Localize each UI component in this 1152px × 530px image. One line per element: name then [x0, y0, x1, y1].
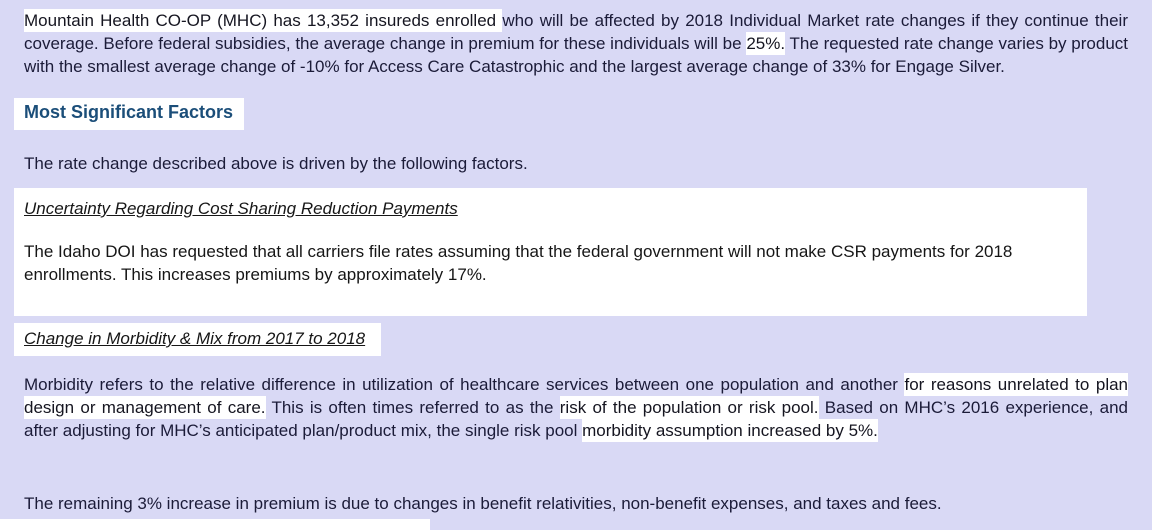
intro-paragraph: [24, 0, 1128, 78]
lead-text: The rate change described above is driven by the following factors.: [24, 154, 528, 173]
morbidity-text-3: Based on MHC’s 2016 experience, and after adjusting for MHC’s anticipated plan/product mix, the single risk pool: [24, 398, 1128, 440]
morbidity-text-1: Morbidity refers to the relative difference in utilization of healthcare services between one population and another: [24, 375, 905, 394]
section-heading-box: [14, 98, 244, 130]
section-heading: Most Significant Factors: [24, 102, 234, 122]
intro-text-2: The requested rate change varies by product with the smallest average change of -10% for Access Care Catastrophic and the largest average change of 33% for Engage Silver.: [24, 34, 1128, 76]
intro-text-1: who will be affected by 2018 Individual Market rate changes if they continue their coverage. Before federal subsidies, the average change in premium for these individuals will be: [24, 11, 1128, 53]
csr-heading: Uncertainty Regarding Cost Sharing Reduction Payments: [24, 199, 458, 218]
csr-section-box: [14, 188, 1087, 316]
morbidity-heading-box: [14, 323, 381, 356]
morbidity-highlight-reasons: for reasons unrelated to plan design or management of care.: [24, 375, 1128, 417]
bottom-white-strip: [0, 519, 430, 530]
morbidity-highlight-assumption: morbidity assumption increased by 5%.: [582, 421, 878, 440]
morbidity-highlight-risk-pool: risk of the population or risk pool.: [559, 398, 819, 417]
closing-text: The remaining 3% increase in premium is due to changes in benefit relativities, non-benefit expenses, and taxes and fees.: [24, 494, 942, 513]
morbidity-text-2: This is often times referred to as the: [265, 398, 560, 417]
csr-body: The Idaho DOI has requested that all carriers file rates assuming that the federal government will not make CSR payments for 2018 enrollments. This increases premiums by approximately 17%.: [24, 242, 1013, 284]
morbidity-paragraph: [24, 373, 1128, 442]
intro-highlight-enrolled: Mountain Health CO-OP (MHC) has 13,352 insureds enrolled: [24, 11, 503, 30]
intro-highlight-25pct: 25%.: [746, 34, 786, 53]
morbidity-heading: Change in Morbidity & Mix from 2017 to 2018: [24, 329, 366, 348]
